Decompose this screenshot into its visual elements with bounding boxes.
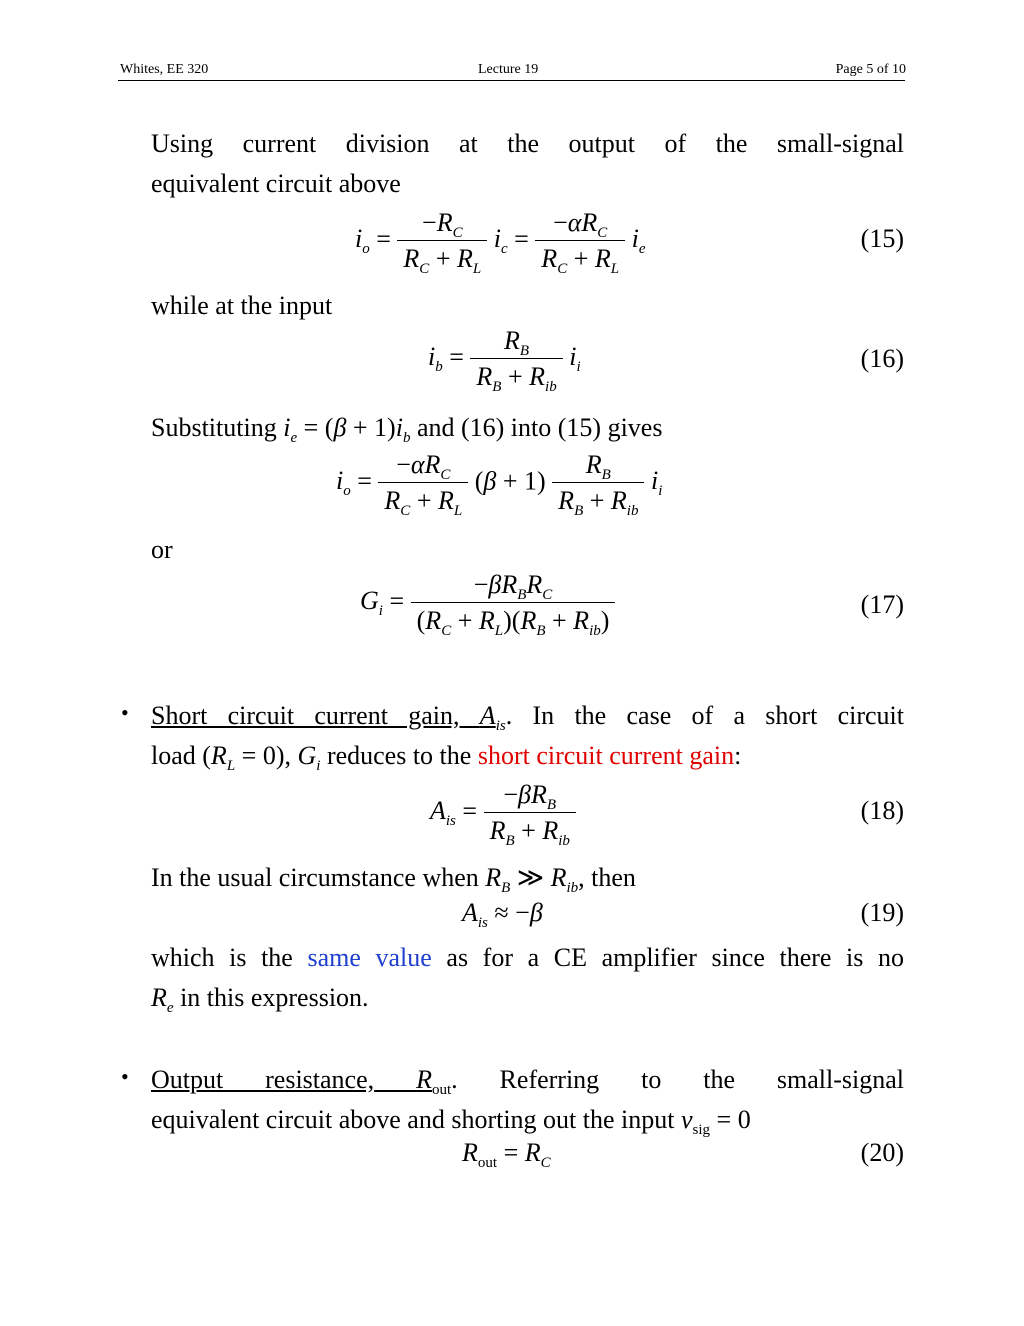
paragraph-or: or (151, 535, 173, 564)
equation-combined: $i_o$ = $\frac{-\alpha R_C}{R_C + R_L}$ (β + 1) $\frac{R_B}{R_B + R_{ib}}$ $i_i$ (336, 450, 663, 519)
bullet2-line2-text: equivalent circuit above and shorting out the input (151, 1105, 675, 1134)
equation-18: $A_{is}$ = $\frac{-\beta R_B}{R_B + R_{ib}}$ (430, 778, 576, 849)
usual-text-2: , then (578, 863, 636, 892)
header-left: Whites, EE 320 (120, 62, 209, 77)
equation-16: $i_b$ = $\frac{R_B}{R_B + R_{ib}}$ $i_i$ (428, 326, 581, 395)
equation-17: $G_i$ = $\frac{-\beta R_BR_C}{(R_C + R_L)(R_B + R_{ib})}$ (360, 568, 615, 639)
paragraph-same-value (151, 938, 904, 978)
equation-number-19: (19) (860, 898, 904, 927)
same-value-pre: which is the (151, 943, 293, 972)
substituting-text: Substituting (151, 413, 277, 442)
same-value-post: as for a CE amplifier since there is no (446, 943, 905, 972)
paragraph-intro-line1: Using current division at the output of the small-signal (151, 129, 904, 158)
equation-number-18: (18) (860, 796, 904, 825)
bullet2-line1: Output resistance, $R_{out}$. Referring to the small-signal (151, 1065, 905, 1098)
bullet-2: • (121, 1064, 129, 1089)
equation-number-16: (16) (860, 344, 904, 373)
bullet1-line1: Short circuit current gain, $A_{is}$. In the case of a short circuit (151, 701, 904, 734)
re-text: in this expression. (180, 983, 369, 1012)
header-right: Page 5 of 10 (835, 62, 906, 77)
equation-20: $R_{out} = R_C$ (462, 1138, 551, 1171)
short-circuit-gain-term: short circuit current gain (477, 741, 735, 770)
bullet1-colon: : (734, 741, 742, 770)
equation-number-17: (17) (860, 590, 904, 619)
paragraph-re: $R_e$ in this expression. (151, 983, 369, 1016)
equation-15: $i_o$ = $\frac{-R_C}{R_C + R_L}$ $i_c$ = $\frac{-\alpha R_C}{R_C + R_L}$ $i_e$ (355, 208, 646, 277)
bullet1-reduces: reduces to the (326, 741, 472, 770)
substituting-text-2: and (16) into (15) gives (416, 413, 663, 442)
paragraph-intro-line2: equivalent circuit above (151, 169, 401, 198)
bullet-1: • (121, 700, 129, 725)
bullet2-eq: = 0 (716, 1105, 751, 1134)
bullet1-text: . In the case of a short circuit (505, 701, 904, 730)
equation-19: $A_{is} \approx -\beta$ (462, 898, 543, 931)
bullet1-title: Short circuit current gain, (151, 701, 460, 730)
paragraph-substituting: Substituting $i_e = (\beta + 1)i_b$ and (16) into (15) gives (151, 413, 663, 446)
bullet2-title: Output resistance, (151, 1065, 375, 1094)
header-rule (118, 80, 905, 81)
header-center: Lecture 19 (478, 62, 539, 77)
same-value-term: same value (307, 943, 432, 972)
bullet1-load: load ( (151, 741, 211, 770)
equation-number-15: (15) (860, 224, 904, 253)
paragraph-usual: In the usual circumstance when $R_B$ ≫ $R_{ib}$, then (151, 863, 636, 896)
bullet2-text: . Referring to the small-signal (451, 1065, 905, 1094)
bullet1-mid: = 0), (241, 741, 291, 770)
paragraph-input: while at the input (151, 291, 333, 320)
equation-number-20: (20) (860, 1138, 904, 1167)
bullet2-line2: equivalent circuit above and shorting out the input $v_{sig} = 0$ (151, 1105, 751, 1138)
usual-text: In the usual circumstance when (151, 863, 479, 892)
bullet1-line2: load $(R_L = 0)$, $G_i$ reduces to the short circuit current gain: (151, 741, 742, 774)
